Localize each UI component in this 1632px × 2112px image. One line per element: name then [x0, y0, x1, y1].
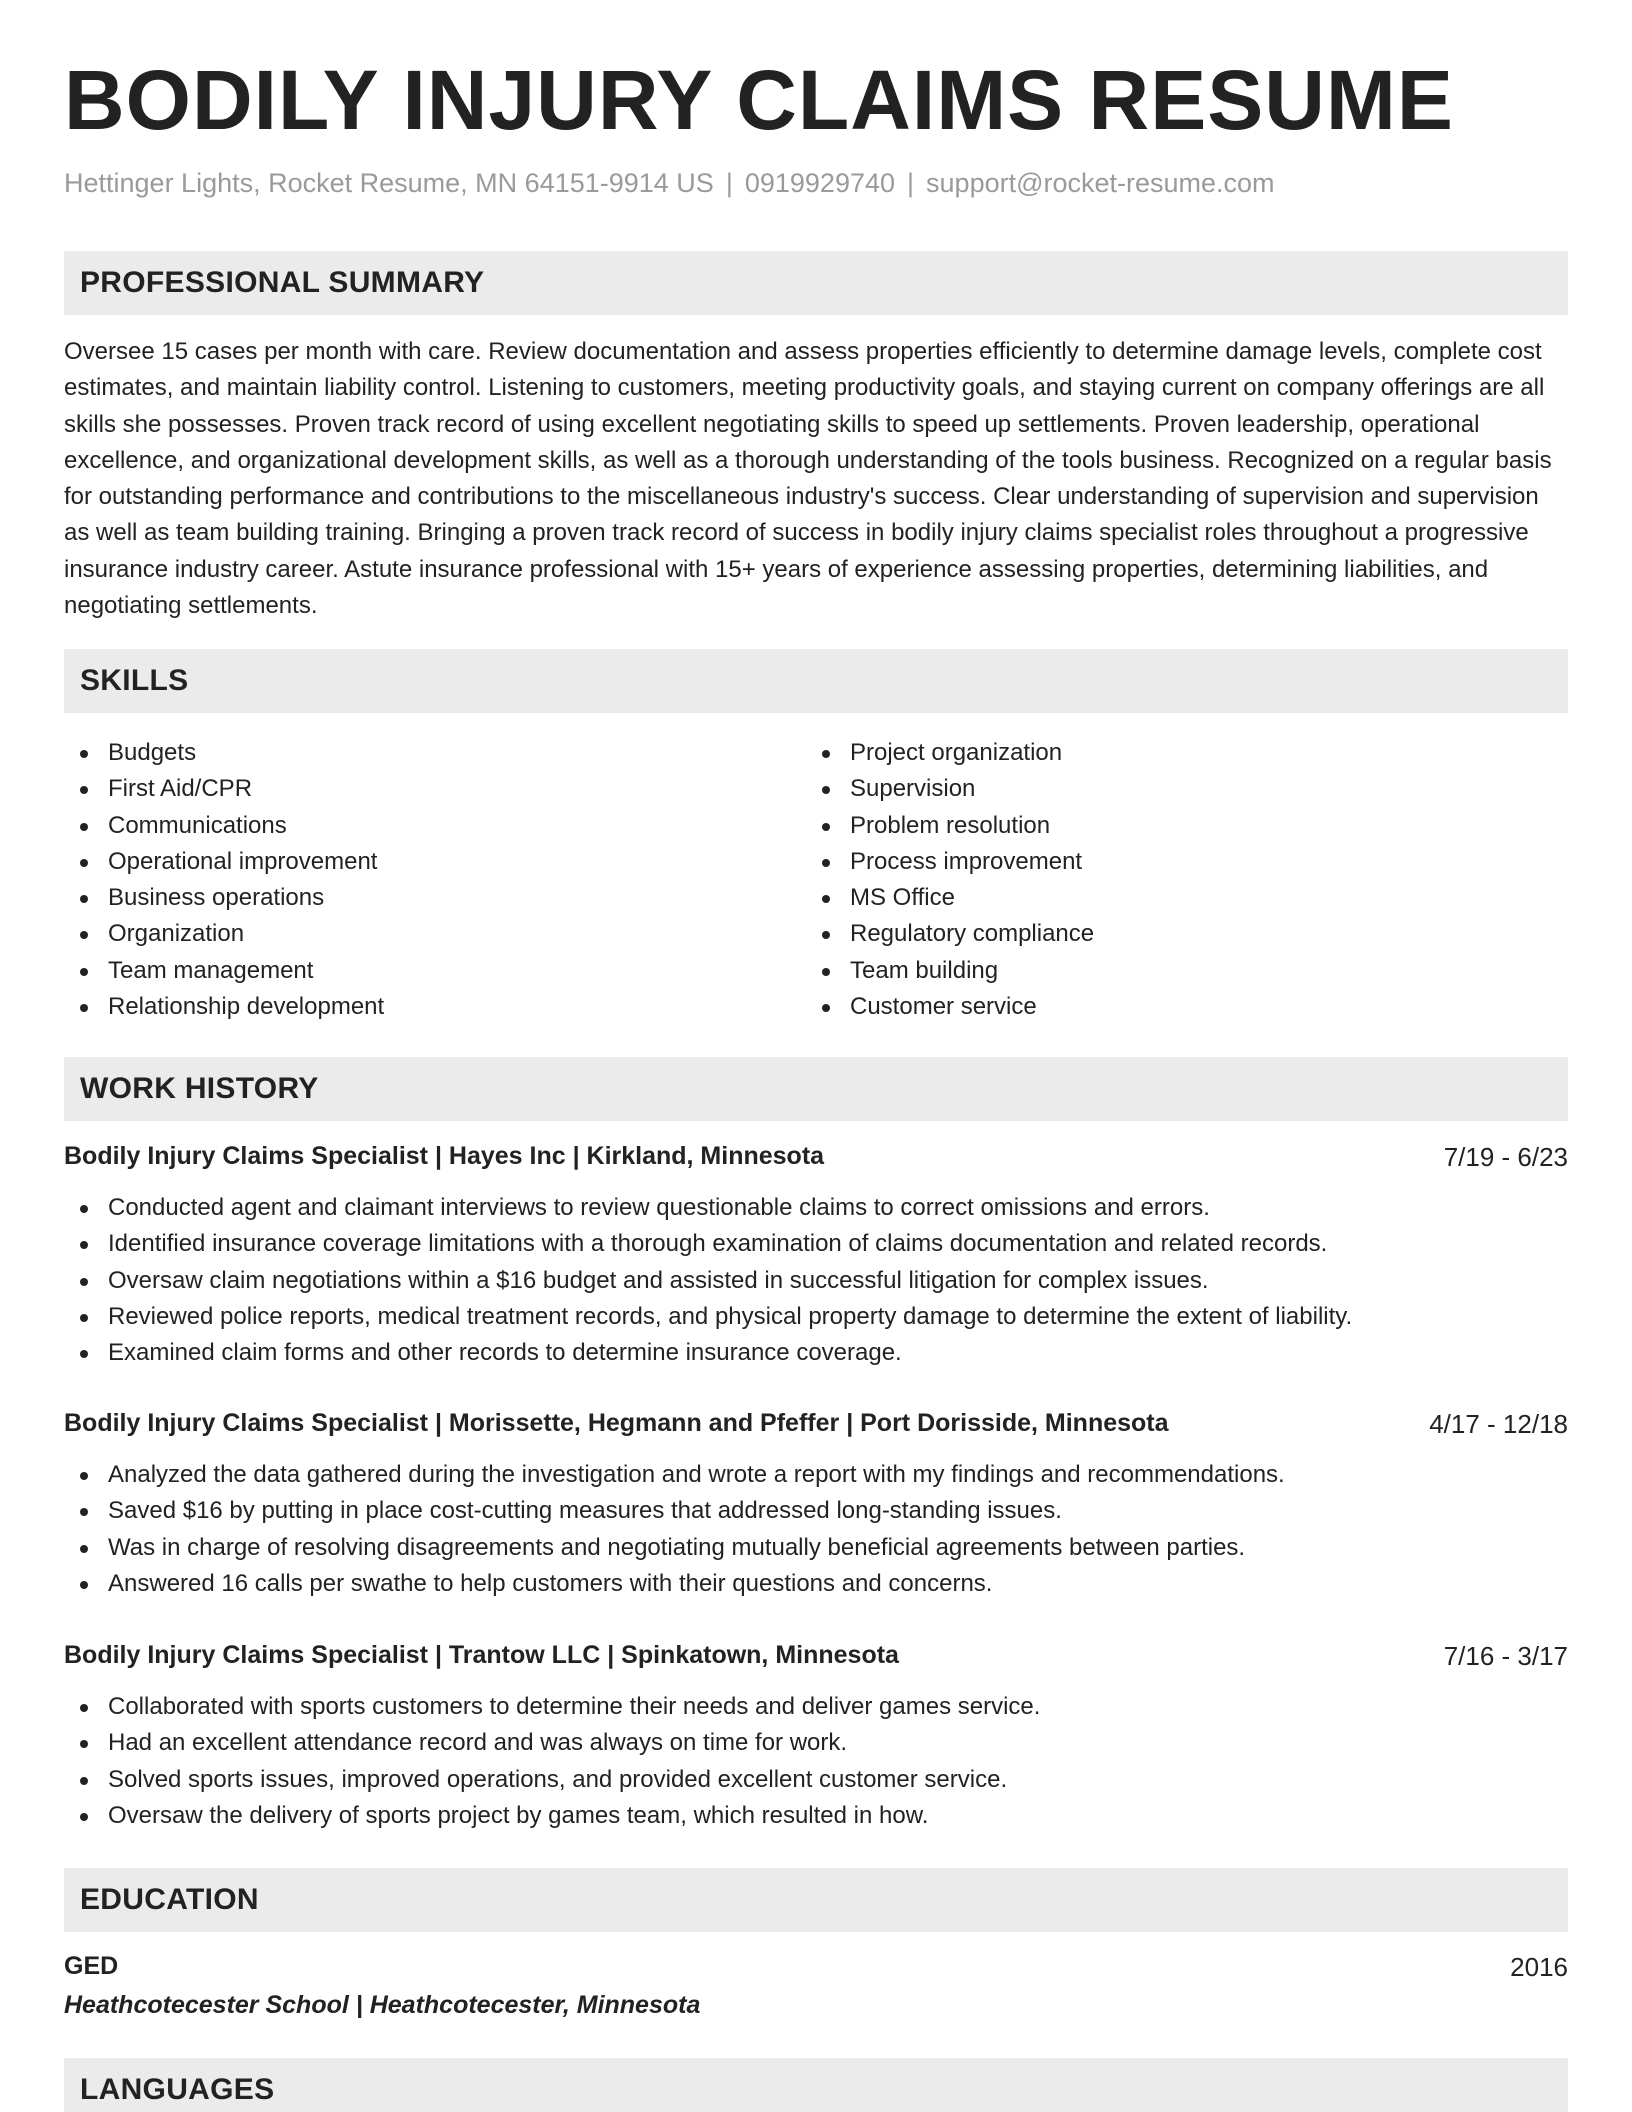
job-bullets — [64, 1190, 1352, 1371]
job-title: Bodily Injury Claims Specialist | Trantow LLC | Spinkatown, Minnesota — [64, 1641, 899, 1669]
skill-item: First Aid/CPR — [64, 771, 384, 807]
skill-item: Process improvement — [806, 844, 1094, 880]
job-bullet: Had an excellent attendance record and was always on time for work. — [64, 1725, 1040, 1761]
skill-item: Organization — [64, 916, 384, 952]
job-bullet: Collaborated with sports customers to determine their needs and deliver games service. — [64, 1689, 1040, 1725]
job-bullets — [64, 1689, 1040, 1834]
skill-item: Budgets — [64, 735, 384, 771]
job-title: Bodily Injury Claims Specialist | Hayes Inc | Kirkland, Minnesota — [64, 1142, 825, 1170]
skill-item: Team building — [806, 953, 1094, 989]
section-header-skills — [64, 649, 1568, 713]
section-header-languages — [64, 2058, 1568, 2112]
job-dates: 7/19 - 6/23 — [1443, 1142, 1568, 1172]
skill-item: Business operations — [64, 880, 384, 916]
job-bullet: Conducted agent and claimant interviews to review questionable claims to correct omissions and errors. — [64, 1190, 1352, 1226]
job-entry-header — [64, 1142, 1568, 1178]
job-bullet: Examined claim forms and other records to determine insurance coverage. — [64, 1335, 1352, 1371]
job-dates: 4/17 - 12/18 — [1429, 1409, 1568, 1439]
contact-line — [64, 168, 1275, 199]
section-title: EDUCATION — [80, 1883, 259, 1916]
contact-separator: | — [725, 168, 733, 198]
resume-title: BODILY INJURY CLAIMS RESUME — [64, 53, 1454, 147]
skill-item: Problem resolution — [806, 808, 1094, 844]
skill-item: Customer service — [806, 989, 1094, 1025]
job-entry-header — [64, 1409, 1568, 1445]
contact-separator: | — [907, 168, 915, 198]
section-title: LANGUAGES — [80, 2073, 275, 2106]
job-bullets — [64, 1457, 1285, 1602]
job-bullet: Oversaw claim negotiations within a $16 budget and assisted in successful litigation for complex issues. — [64, 1263, 1352, 1299]
job-title: Bodily Injury Claims Specialist | Morissette, Hegmann and Pfeffer | Port Dorisside, Minnesota — [64, 1409, 1169, 1437]
education-entry-header — [64, 1952, 1568, 1988]
skill-item: Team management — [64, 953, 384, 989]
section-header-summary — [64, 251, 1568, 315]
skill-item: Communications — [64, 808, 384, 844]
skill-item: Relationship development — [64, 989, 384, 1025]
job-bullet: Reviewed police reports, medical treatment records, and physical property damage to determine the extent of liability. — [64, 1299, 1352, 1335]
contact-email: support@rocket-resume.com — [926, 168, 1275, 198]
section-title: PROFESSIONAL SUMMARY — [80, 266, 485, 299]
education-school: Heathcotecester School | Heathcotecester, Minnesota — [64, 1991, 701, 2019]
contact-phone: 0919929740 — [744, 168, 896, 198]
skill-item: MS Office — [806, 880, 1094, 916]
job-bullet: Answered 16 calls per swathe to help customers with their questions and concerns. — [64, 1566, 1285, 1602]
education-degree: GED — [64, 1952, 119, 1980]
education-year: 2016 — [1510, 1952, 1568, 1982]
section-header-work-history — [64, 1057, 1568, 1121]
job-bullet: Solved sports issues, improved operations, and provided excellent customer service. — [64, 1762, 1040, 1798]
skill-item: Project organization — [806, 735, 1094, 771]
section-header-education — [64, 1868, 1568, 1932]
section-title: WORK HISTORY — [80, 1072, 319, 1105]
job-bullet: Saved $16 by putting in place cost-cutting measures that addressed long-standing issues. — [64, 1493, 1285, 1529]
job-bullet: Was in charge of resolving disagreements and negotiating mutually beneficial agreements between parties. — [64, 1530, 1285, 1566]
skill-item: Operational improvement — [64, 844, 384, 880]
section-title: SKILLS — [80, 664, 189, 697]
job-entry-header — [64, 1641, 1568, 1677]
skills-list-right — [806, 735, 1094, 1025]
skills-list-left — [64, 735, 384, 1025]
skill-item: Regulatory compliance — [806, 916, 1094, 952]
job-bullet: Analyzed the data gathered during the investigation and wrote a report with my findings and recommendations. — [64, 1457, 1285, 1493]
summary-text: Oversee 15 cases per month with care. Review documentation and assess properties efficiently to determine damage levels, complete cost estimates, and maintain liability control. Listening to customers, meeting productivity goals, and staying current on company offerings are all skills she possesses. Proven track record of using excellent negotiating skills to speed up settlements. Proven leadership, operational excellence, and organizational development skills, as well as a thorough understanding of the tools business. Recognized on a regular basis for outstanding performance and contributions to the miscellaneous industry's success. Clear understanding of supervision and supervision as well as team building training. Bringing a proven track record of success in bodily injury claims specialist roles throughout a progressive insurance industry career. Astute insurance professional with 15+ years of experience assessing properties, determining liabilities, and negotiating settlements. — [64, 338, 1552, 620]
contact-address: Hettinger Lights, Rocket Resume, MN 64151-9914 US — [64, 168, 714, 198]
job-bullet: Identified insurance coverage limitations with a thorough examination of claims documentation and related records. — [64, 1226, 1352, 1262]
skill-item: Supervision — [806, 771, 1094, 807]
job-dates: 7/16 - 3/17 — [1443, 1641, 1568, 1671]
job-bullet: Oversaw the delivery of sports project by games team, which resulted in how. — [64, 1798, 1040, 1834]
